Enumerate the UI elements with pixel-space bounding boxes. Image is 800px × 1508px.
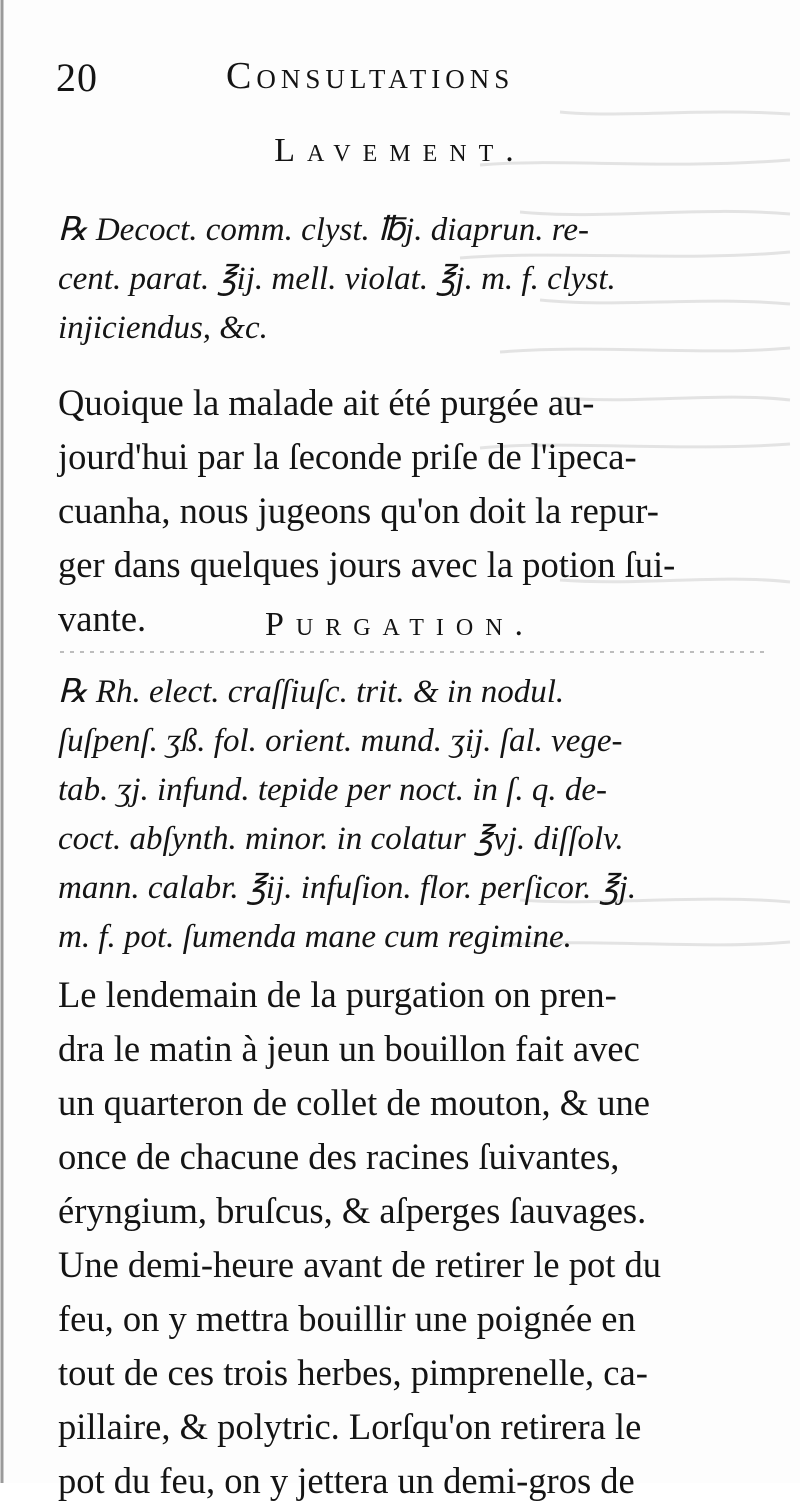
prescription-purgation [58, 668, 764, 962]
text-line: once de chacune des racines ſuivantes, [58, 1136, 620, 1177]
text-line: ger dans quelques jours avec la potion ſui- [58, 544, 676, 585]
page-number: 20 [56, 55, 98, 100]
page-header [56, 50, 760, 100]
text-line: cuanha, nous jugeons qu'on doit la repur- [58, 490, 659, 531]
text-line: jourd'hui par la ſeconde priſe de l'ipeca- [58, 436, 637, 477]
text-line: pillaire, & polytric. Lorſqu'on retirera le [58, 1406, 642, 1447]
prescription-line: ℞ Rh. elect. craſſiuſc. trit. & in nodul. [58, 674, 565, 710]
text-line: éryngium, bruſcus, & aſperges ſauvages. [58, 1190, 647, 1231]
prescription-line: ſuſpenſ. ʒß. fol. orient. mund. ʒij. ſal. vege- [58, 723, 623, 759]
paragraph-bouillon [58, 968, 764, 1508]
text-line: tout de ces trois herbes, pimprenelle, ca- [58, 1352, 648, 1393]
text-line: un quarteron de collet de mouton, & une [58, 1082, 650, 1123]
prescription-line: ℞ Decoct. comm. clyst. ℔j. diaprun. re- [58, 212, 589, 248]
text-line: feu, on y mettra bouillir une poignée en [58, 1298, 636, 1339]
running-head: Consultations [226, 55, 515, 97]
prescription-line: tab. ʒj. infund. tepide per noct. in ſ. q. de- [58, 772, 607, 808]
text-line: Une demi-heure avant de retirer le pot du [58, 1244, 661, 1285]
prescription-lavement [58, 206, 764, 353]
text-line: dra le matin à jeun un bouillon fait avec [58, 1028, 640, 1069]
section-title-purgation: Purgation. [264, 606, 536, 643]
prescription-line: injiciendus, &c. [58, 310, 268, 346]
text-line: Quoique la malade ait été purgée au- [58, 382, 595, 423]
prescription-line: cent. parat. ℥ij. mell. violat. ℥j. m. f. clyst. [58, 261, 616, 297]
prescription-line: coct. abſynth. minor. in colatur ℥vj. diſſolv. [58, 821, 624, 857]
prescription-line: m. f. pot. ſumenda mane cum regimine. [58, 919, 572, 955]
section-title-lavement: Lavement. [274, 132, 526, 169]
text-line: Le lendemain de la purgation on pren- [58, 974, 617, 1015]
text-line: vante. [58, 598, 147, 639]
text-line: pot du feu, on y jettera un demi-gros de [58, 1460, 635, 1501]
prescription-line: mann. calabr. ℥ij. infuſion. flor. perſicor. ℥j. [58, 870, 637, 906]
